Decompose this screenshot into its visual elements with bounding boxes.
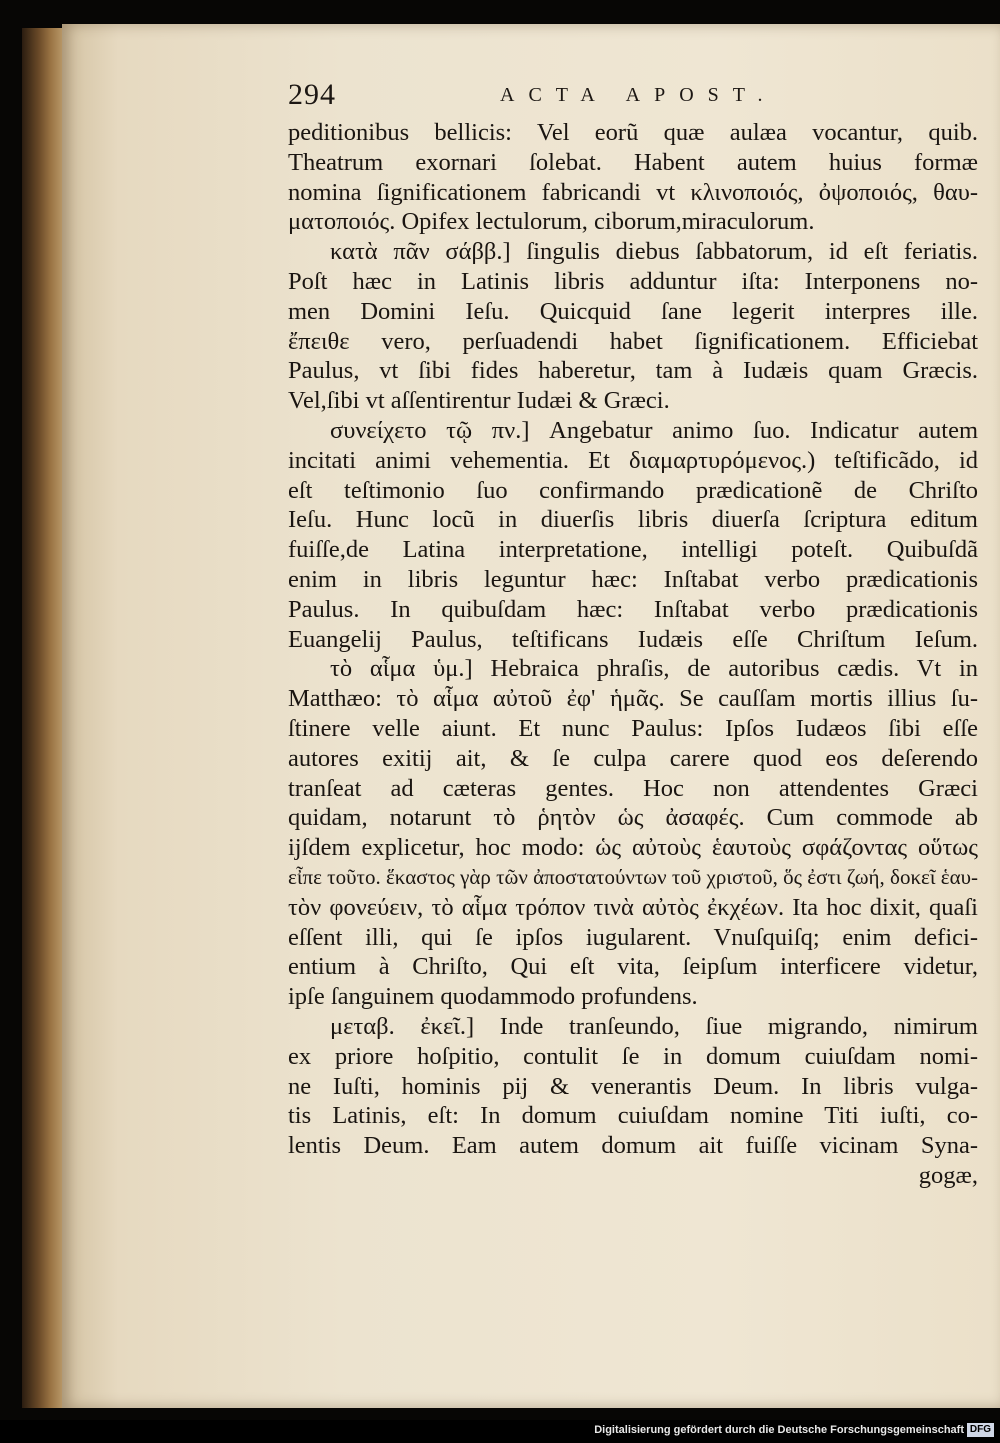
text-line: lentis Deum. Eam autem domum ait fuiſſe vicinam Syna- bbox=[288, 1132, 978, 1160]
text-line: quidam, notarunt τὸ ῥητὸν ὡς ἀσαφές. Cum commode ab bbox=[288, 804, 978, 832]
text-line: enim in libris leguntur hæc: Inſtabat verbo prædicationis bbox=[288, 565, 978, 593]
text-line: κατὰ πᾶν σάββ.] ſingulis diebus ſabbatorum, id eſt feriatis. bbox=[330, 238, 978, 266]
text-line: Matthæo: τὸ αἷμα αὐτοῦ ἐφ' ἡμᾶς. Se cauſſam mortis illius ſu- bbox=[288, 685, 978, 713]
text-line: Theatrum exornari ſolebat. Habent autem huius formæ bbox=[288, 148, 978, 176]
text-line: nomina ſignificationem fabricandi vt κλινοποιός, ὀψοποιός, θαυ- bbox=[288, 178, 978, 206]
text-line: entium à Chriſto, Qui eſt vita, ſeipſum interficere videtur, bbox=[288, 953, 978, 981]
text-line: μεταβ. ἐκεῖ.] Inde tranſeundo, ſiue migrando, nimirum bbox=[330, 1012, 978, 1040]
text-line: Vel,ſibi vt aſſentirentur Iudæi & Græci. bbox=[288, 387, 670, 415]
text-line: ex priore hoſpitio, contulit ſe in domum cuiuſdam nomi- bbox=[288, 1042, 978, 1070]
catchword: gogæ, bbox=[918, 1161, 978, 1189]
text-line: εἶπε τοῦτο. ἕκαστος γὰρ τῶν ἀποστατούντων τοῦ χριστοῦ, ὅς ἐστι ζωή, δοκεῖ ἑαυ- bbox=[288, 864, 978, 889]
text-line: peditionibus bellicis: Vel eorũ quæ aulæa vocantur, quib. bbox=[288, 119, 978, 146]
body-text bbox=[288, 118, 978, 1191]
text-line: ipſe ſanguinem quodammodo profundens. bbox=[288, 983, 698, 1011]
text-line: Ieſu. Hunc locũ in diuerſis libris diuerſa ſcriptura editum bbox=[288, 506, 978, 534]
text-line: eſſent illi, qui ſe ipſos iugularent. Vnuſquiſq; enim defici- bbox=[288, 923, 978, 951]
text-line: συνείχετο τῷ πν.] Angebatur animo ſuo. Indicatur autem bbox=[330, 416, 978, 444]
text-line: ſtinere velle aiunt. Et nunc Paulus: Ipſos Iudæos ſibi eſſe bbox=[288, 714, 978, 742]
text-line: Euangelij Paulus, teſtificans Iudæis eſſe Chriſtum Ieſum. bbox=[288, 625, 978, 653]
text-line: Paulus. In quibuſdam hæc: Inſtabat verbo prædicationis bbox=[288, 595, 978, 623]
text-line: ἔπειθε vero, perſuadendi habet ſignificationem. Efficiebat bbox=[288, 327, 978, 355]
page-header bbox=[288, 78, 978, 118]
text-line: eſt teſtimonio ſuo confirmando prædicationẽ de Chriſto bbox=[288, 476, 978, 504]
dfg-logo-icon: DFG bbox=[967, 1423, 994, 1437]
text-line: incitati animi vehementia. Et διαμαρτυρόμενος.) teſtificãdo, id bbox=[288, 446, 978, 474]
funding-notice: Digitalisierung gefördert durch die Deutsche Forschungsgemeinschaft bbox=[594, 1424, 964, 1436]
text-line: tis Latinis, eſt: In domum cuiuſdam nomine Titi iuſti, co- bbox=[288, 1102, 978, 1130]
text-line: ματοποιός. Opifex lectulorum, ciborum,miraculorum. bbox=[288, 208, 815, 236]
text-line: Paulus, vt ſibi fides haberetur, tam à Iudæis quam Græcis. bbox=[288, 357, 978, 385]
text-line: ne Iuſti, hominis pij & venerantis Deum. In libris vulga- bbox=[288, 1072, 978, 1100]
running-head: ACTA APOST. bbox=[500, 84, 777, 106]
text-line: fuiſſe,de Latina interpretatione, intelligi poteſt. Quibuſdã bbox=[288, 536, 978, 564]
text-line: τὸν φονεύειν, τὸ αἷμα τρόπον τινὰ αὐτὸς ἐκχέων. Ita hoc dixit, quaſi bbox=[288, 893, 978, 921]
text-line: Poſt hæc in Latinis libris adduntur iſta: Interponens no- bbox=[288, 267, 978, 295]
text-line: ijſdem explicetur, hoc modo: ὡς αὐτοὺς ἑαυτοὺς σφάζοντας οὕτως bbox=[288, 834, 978, 862]
text-line: men Domini Ieſu. Quicquid ſane legerit interpres ille. bbox=[288, 297, 978, 325]
page-number: 294 bbox=[288, 78, 336, 111]
text-line: autores exitij ait, & ſe culpa carere quod eos deſerendo bbox=[288, 744, 978, 772]
text-line: τὸ αἷμα ὑμ.] Hebraica phraſis, de autoribus cædis. Vt in bbox=[330, 655, 978, 683]
text-line: tranſeat ad cæteras gentes. Hoc non attendentes Græci bbox=[288, 774, 978, 802]
